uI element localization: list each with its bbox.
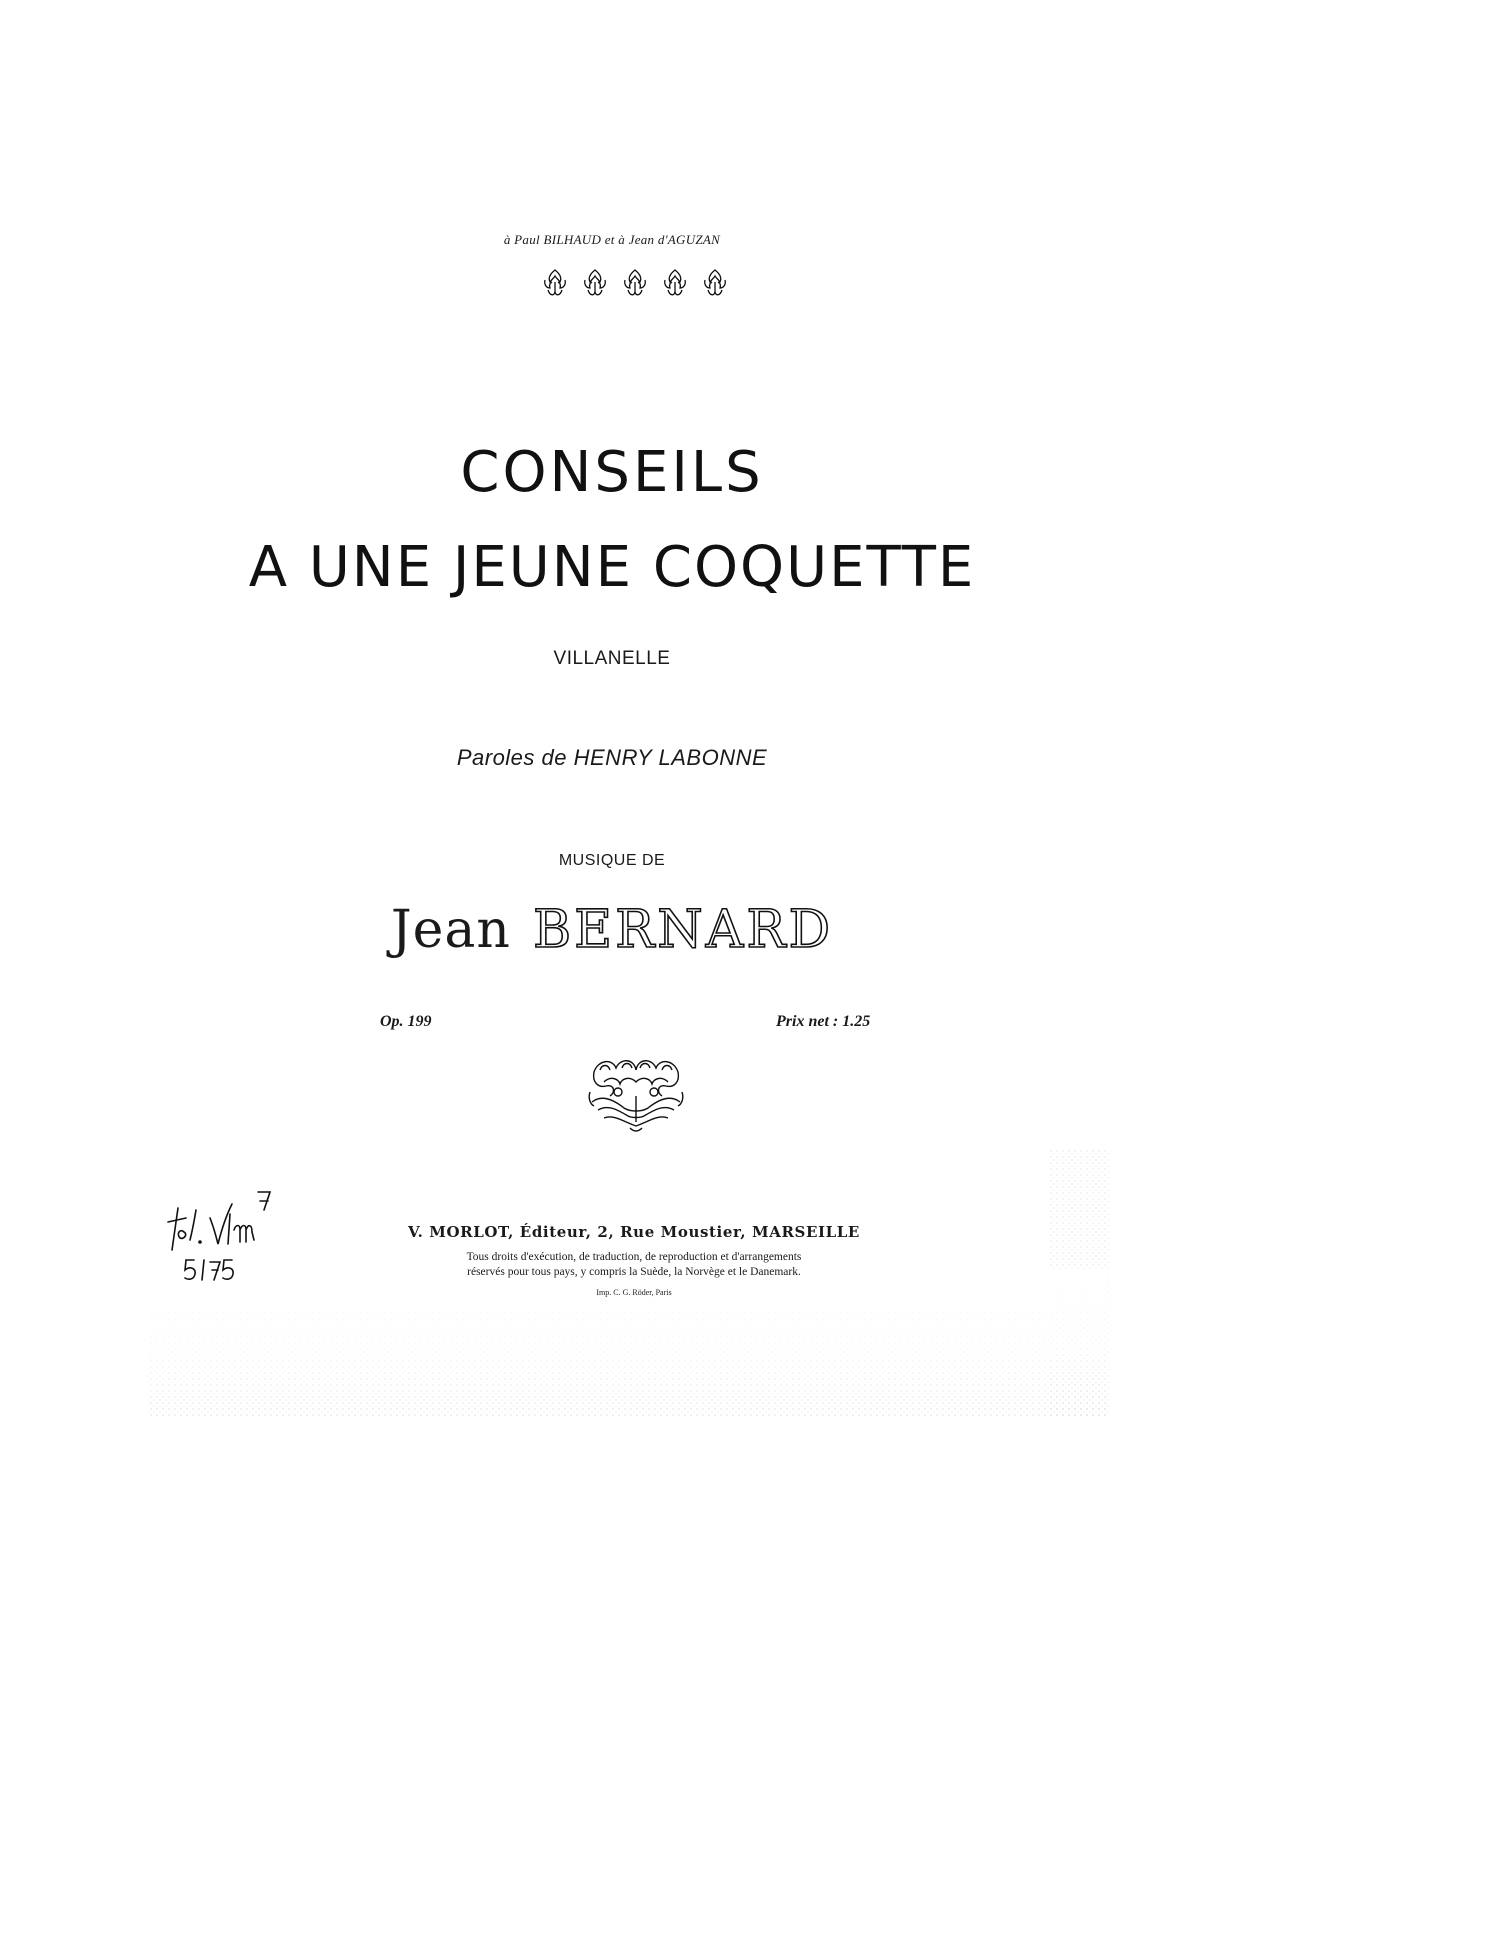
rights-line-1: Tous droits d'exécution, de traduction, de reproduction et d'arrangements <box>466 1251 802 1263</box>
composer-first-name: Jean <box>390 900 511 960</box>
opus-number: Op. 199 <box>380 1013 432 1030</box>
floral-vignette-icon <box>584 1052 688 1134</box>
rights-line-2: réservés pour tous pays, y compris la Suède, la Norvège et le Danemark. <box>467 1266 801 1278</box>
dedication: à Paul BILHAUD et à Jean d'AGUZAN <box>503 232 721 247</box>
printer-credit: Imp. C. G. Röder, Paris <box>596 1288 672 1297</box>
subtitle: VILLANELLE <box>553 648 671 669</box>
title-line-1: CONSEILS <box>460 440 764 505</box>
handwritten-shelfmark <box>160 1188 290 1298</box>
leaf-cluster-icon <box>660 266 690 300</box>
lyricist-credit: Paroles de HENRY LABONNE <box>456 745 768 770</box>
leaf-cluster-icon <box>540 266 570 300</box>
composer-name <box>0 900 1224 960</box>
music-label: MUSIQUE DE <box>558 852 666 869</box>
leaf-cluster-icon <box>700 266 730 300</box>
composer-last-name: BERNARD <box>532 900 834 960</box>
header-ornaments <box>540 266 730 302</box>
title-line-2: A UNE JEUNE COQUETTE <box>248 535 976 600</box>
leaf-cluster-icon <box>580 266 610 300</box>
price: Prix net : 1.25 <box>776 1013 871 1030</box>
leaf-cluster-icon <box>620 266 650 300</box>
publisher-line: V. MORLOT, Éditeur, 2, Rue Moustier, MARSEILLE <box>408 1223 860 1241</box>
